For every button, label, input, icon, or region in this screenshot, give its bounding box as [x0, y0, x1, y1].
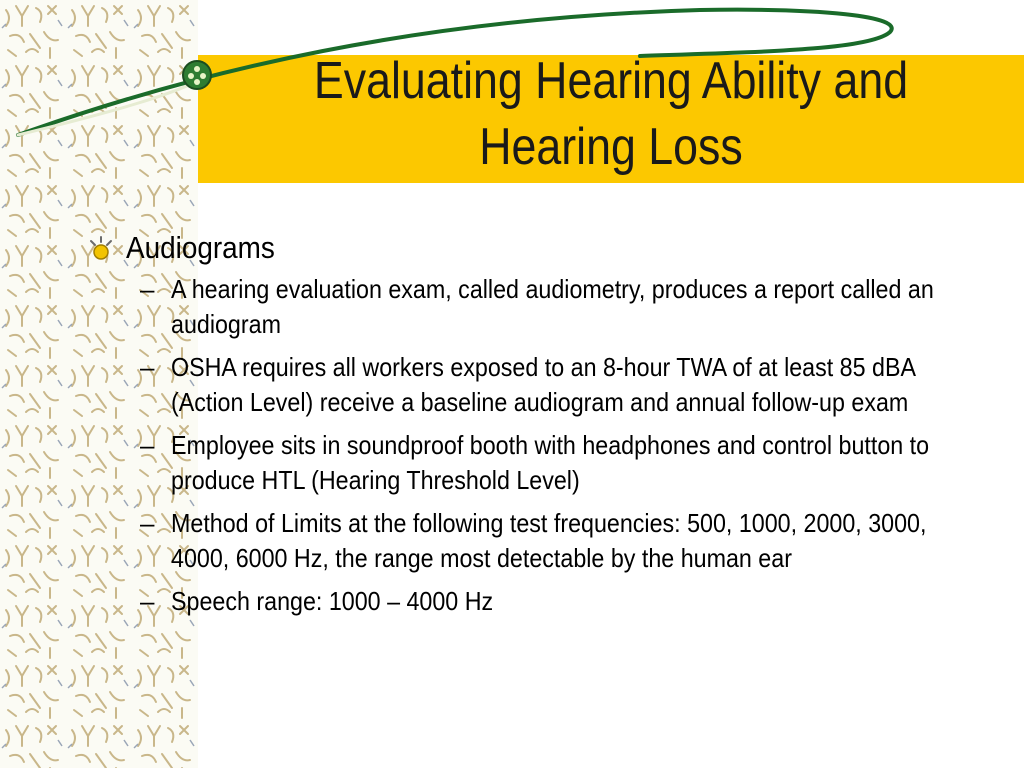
sub-bullet — [88, 428, 968, 498]
sub-bullet-text: Speech range: 1000 – 4000 Hz — [171, 586, 494, 616]
dash-marker: – — [140, 430, 155, 460]
dash-marker: – — [140, 508, 155, 538]
sub-bullet — [88, 584, 968, 619]
slide-title-line2: Hearing Loss — [479, 118, 743, 176]
sub-bullet — [88, 272, 968, 342]
dash-marker: – — [140, 586, 155, 616]
sub-bullet — [88, 350, 968, 420]
sub-bullet-list — [88, 272, 968, 619]
sub-bullet-text: Employee sits in soundproof booth with headphones and control button to produce HTL (Hearing Threshold Level) — [171, 430, 930, 495]
slide-title-line1: Evaluating Hearing Ability and — [313, 52, 909, 110]
slide-title — [256, 48, 966, 180]
sub-bullet-text: A hearing evaluation exam, called audiometry, produces a report called an audiogram — [171, 274, 934, 339]
slide-content — [88, 226, 968, 627]
dash-marker: – — [140, 274, 155, 304]
sub-bullet — [88, 506, 968, 576]
dash-marker: – — [140, 352, 155, 382]
green-globe-icon — [180, 58, 214, 92]
main-bullet — [88, 226, 968, 270]
sub-bullet-text: OSHA requires all workers exposed to an 8-hour TWA of at least 85 dBA (Action Level) receive a baseline audiogram and annual follow-up exam — [171, 352, 915, 417]
sub-bullet-text: Method of Limits at the following test frequencies: 500, 1000, 2000, 3000, 4000, 6000 Hz, the range most detectable by the human ear — [171, 508, 927, 573]
sun-bullet-icon — [88, 235, 114, 261]
main-bullet-label: Audiograms — [126, 230, 275, 265]
